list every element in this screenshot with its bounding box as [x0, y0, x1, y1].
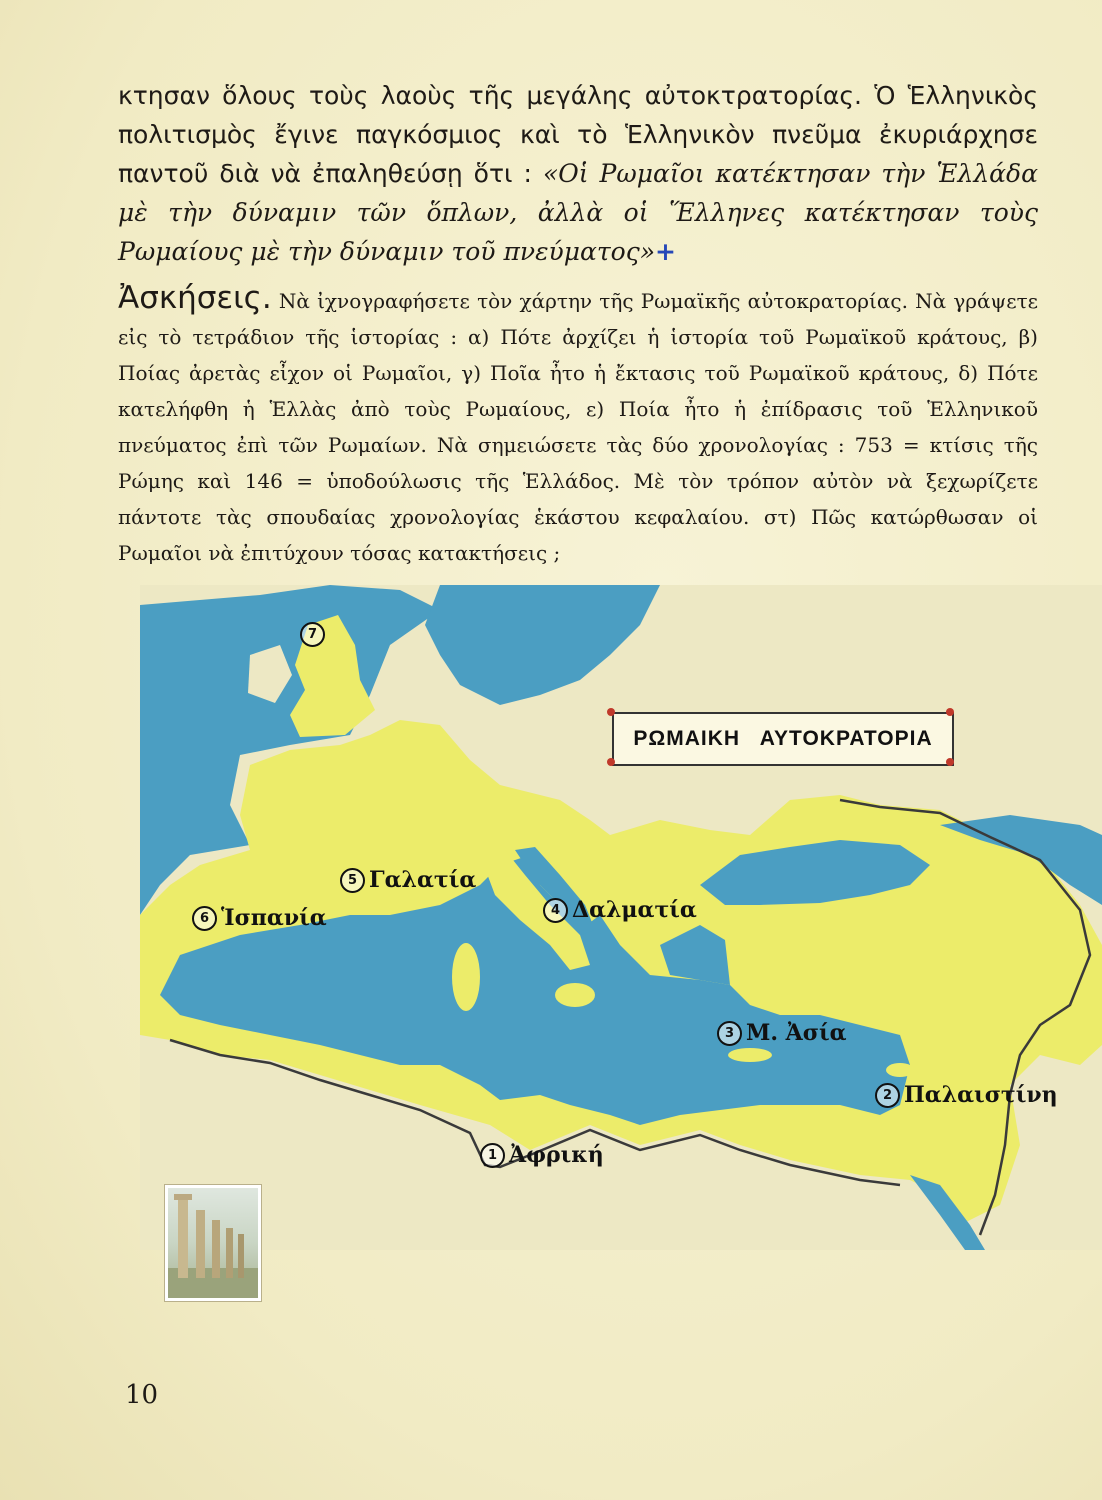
- intro-paragraph: [118, 76, 1038, 271]
- roman-empire-map: [140, 585, 1102, 1250]
- page-number: 10: [125, 1380, 159, 1410]
- region-name: Γαλατία: [369, 867, 477, 893]
- region-number: 5: [340, 868, 365, 893]
- exercises-section: [118, 280, 1038, 571]
- region-label-galatia: [340, 867, 476, 893]
- region-name: Δαλματία: [572, 897, 697, 923]
- region-name: Ἀφρική: [509, 1142, 604, 1168]
- column-ruins-photo: [165, 1185, 261, 1301]
- sicily: [555, 983, 595, 1007]
- intro-text: κτησαν ὅλους τοὺς λαοὺς τῆς μεγάλης αὐτοκτρατορίας. Ὁ Ἑλληνικὸς πολιτισμὸς ἔγινε παγκόσμιος καὶ τὸ Ἑλληνικὸν πνεῦμα ἐκυριάρχησε παντοῦ διὰ νὰ ἐπαληθεύσῃ ὅτι :: [118, 81, 1038, 188]
- region-number: 6: [192, 906, 217, 931]
- region-number: 3: [717, 1021, 742, 1046]
- region-number: 4: [543, 898, 568, 923]
- cyprus: [886, 1063, 914, 1077]
- ruins-illustration: [168, 1188, 258, 1298]
- region-label-7: [300, 622, 329, 647]
- title-corner-dot: [607, 758, 615, 766]
- region-label-mikra-asia: [717, 1020, 847, 1046]
- title-corner-dot: [946, 708, 954, 716]
- map-title: ΡΩΜΑΙΚΗ ΑΥΤΟΚΡΑΤΟΡΙΑ: [612, 712, 954, 766]
- intro-quote: «Οἱ Ρωμαῖοι κατέκτησαν τὴν Ἑλλάδα μὲ τὴν δύναμιν τῶν ὅπλων, ἀλλὰ οἱ Ἕλληνες κατέκτησαν τοὺς Ρωμαίους μὲ τὴν δύναμιν τοῦ πνεύματος»: [118, 159, 1038, 266]
- region-name: Παλαιστίνη: [904, 1082, 1058, 1108]
- region-label-ispania: [192, 905, 327, 931]
- title-corner-dot: [607, 708, 615, 716]
- handwritten-plus-mark: +: [655, 237, 676, 266]
- region-name: Μ. Ἀσία: [746, 1020, 847, 1046]
- region-label-afriki: [480, 1142, 604, 1168]
- exercises-heading: Ἀσκήσεις.: [118, 280, 272, 316]
- region-label-palaistini: [875, 1082, 1058, 1108]
- region-label-dalmatia: [543, 897, 697, 923]
- crete: [728, 1048, 772, 1062]
- region-number: 2: [875, 1083, 900, 1108]
- region-name: Ἱσπανία: [221, 905, 327, 931]
- corsica-sardinia: [452, 943, 480, 1011]
- exercises-text: Νὰ ἰχνογραφήσετε τὸν χάρτην τῆς Ρωμαϊκῆς αὐτοκρατορίας. Νὰ γράψετε εἰς τὸ τετράδιον τῆς ἱστορίας : α) Πότε ἀρχίζει ἡ ἱστορία τοῦ Ρωμαϊκοῦ κράτους, β) Ποίας ἀρετὰς εἶχον οἱ Ρωμαῖοι, γ) Ποῖα ἦτο ἡ ἔκτασις τοῦ Ρωμαϊκοῦ κράτους, δ) Πότε κατελήφθη ἡ Ἑλλὰς ἀπὸ τοὺς Ρωμαίους, ε) Ποία ἦτο ἡ ἐπίδρασις τοῦ Ἑλληνικοῦ πνεύματος ἐπὶ τῶν Ρωμαίων. Νὰ σημειώσετε τὰς δύο χρονολογίας : 753 = κτίσις τῆς Ρώμης καὶ 146 = ὑποδούλωσις τῆς Ἑλλάδος. Μὲ τὸν τρόπον αὐτὸν νὰ ξεχωρίζετε πάντοτε τὰς σπουδαίας χρονολογίας ἑκάστου κεφαλαίου. στ) Πῶς κατώρθωσαν οἱ Ρωμαῖοι νὰ ἐπιτύχουν τόσας κατακτήσεις ;: [118, 289, 1039, 565]
- title-corner-dot: [946, 758, 954, 766]
- region-number: 7: [300, 622, 325, 647]
- region-number: 1: [480, 1143, 505, 1168]
